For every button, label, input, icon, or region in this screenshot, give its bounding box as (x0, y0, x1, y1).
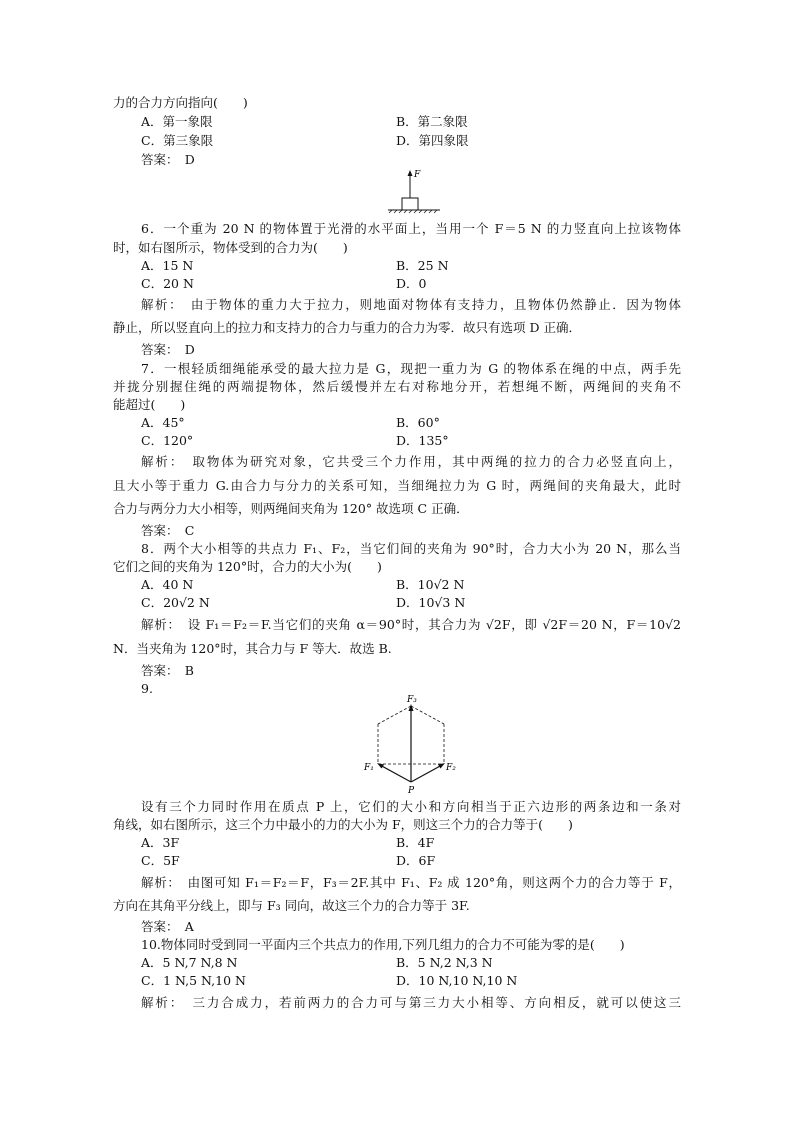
q6-stem-1: 6．一个重为 20 N 的物体置于光滑的水平面上，当用一个 F＝5 N 的力竖直向上拉该物体 (141, 221, 681, 236)
q9-option-d: D．6F (396, 853, 436, 868)
q6-option-b: B．25 N (396, 258, 449, 273)
q10-analysis-1: 解析： 三力合成力，若前两力的合力可与第三力大小相等、方向相反，就可以使这三 (141, 995, 681, 1010)
q9-option-b: B．4F (396, 835, 435, 850)
q7-stem-3: 能超过( ) (113, 397, 186, 412)
q6-option-a: A．15 N (141, 258, 194, 273)
q10-option-a: A．5 N,7 N,8 N (141, 955, 238, 970)
q5-stem-tail: 力的合力方向指向( ) (113, 95, 248, 110)
label-f1: F₁ (364, 763, 374, 773)
q6-stem-2: 时，如右图所示，物体受到的合力为( ) (113, 240, 348, 255)
force-label-f: F (414, 170, 421, 180)
q10-option-b: B．5 N,2 N,3 N (396, 955, 493, 970)
q7-analysis-3: 合力与两分力大小相等，则两绳间夹角为 120° 故选项 C 正确． (113, 501, 469, 516)
hexagon-forces-figure (360, 692, 470, 796)
q7-option-a: A．45° (141, 415, 185, 430)
q8-analysis-2: N．当夹角为 120°时，其合力与 F 等大．故选 B. (113, 641, 392, 656)
q7-option-d: D．135° (396, 433, 449, 448)
q5-option-c: C．第三象限 (141, 133, 214, 148)
q9-answer: 答案： A (141, 919, 194, 934)
q8-option-d: D．10√3 N (396, 595, 466, 610)
q5-answer: 答案： D (141, 152, 195, 167)
q7-option-c: C．120° (141, 433, 194, 448)
q9-option-c: C．5F (141, 853, 180, 868)
q8-stem-1: 8．两个大小相等的共点力 F₁、F₂，当它们间的夹角为 90°时，合力大小为 20 N，那么当 (141, 541, 681, 556)
q9-stem-1: 设有三个力同时作用在质点 P 上，它们的大小和方向相当于正六边形的两条边和一条对 (141, 799, 681, 814)
q8-analysis-1: 解析： 设 F₁＝F₂＝F.当它们的夹角 α＝90°时，其合力为 √2F，即 √2F＝20 N，F＝10√2 (141, 617, 681, 632)
q6-answer: 答案： D (141, 342, 195, 357)
q8-option-a: A．40 N (141, 577, 194, 592)
q9-analysis-1: 解析： 由图可知 F₁＝F₂＝F，F₃＝2F.其中 F₁、F₂ 成 120°角，则这两个力的合力等于 F， (141, 875, 681, 890)
q7-stem-1: 7．一根轻质细绳能承受的最大拉力是 G，现把一重力为 G 的物体系在绳的中点，两手先 (141, 361, 681, 376)
q7-analysis-1: 解析： 取物体为研究对象，它共受三个力作用，其中两绳的拉力的合力必竖直向上， (141, 454, 681, 469)
q9-analysis-2: 方向在其角平分线上，即与 F₃ 同向，故这三个力的合力等于 3F. (113, 898, 470, 913)
q7-analysis-2: 且大小等于重力 G.由合力与分力的关系可知，当细绳拉力为 G 时，两绳间的夹角最大，此时 (113, 478, 681, 493)
q5-option-d: D．第四象限 (396, 133, 469, 148)
q9-option-a: A．3F (141, 835, 180, 850)
label-p: P (408, 786, 415, 796)
q6-option-d: D．0 (396, 276, 427, 291)
q9-number: 9. (141, 681, 153, 696)
q10-option-c: C．1 N,5 N,10 N (141, 973, 246, 988)
q6-option-c: C．20 N (141, 276, 194, 291)
q7-stem-2: 并拢分别握住绳的两端提物体，然后缓慢并左右对称地分开，若想绳不断，两绳间的夹角不 (113, 379, 681, 394)
q6-analysis-1: 解析： 由于物体的重力大于拉力，则地面对物体有支持力，且物体仍然静止．因为物体 (141, 297, 681, 312)
q8-option-b: B．10√2 N (396, 577, 465, 592)
q5-option-a: A．第一象限 (141, 114, 213, 129)
label-f2: F₂ (446, 763, 456, 773)
q5-option-b: B．第二象限 (396, 114, 468, 129)
q7-option-b: B．60° (396, 415, 440, 430)
block-on-ground-figure (380, 168, 450, 214)
q9-stem-2: 角线，如右图所示，这三个力中最小的力的大小为 F，则这三个力的合力等于( ) (113, 817, 573, 832)
q6-analysis-2: 静止，所以竖直向上的拉力和支持力的合力与重力的合力为零．故只有选项 D 正确． (113, 320, 581, 335)
q10-stem: 10.物体同时受到同一平面内三个共点力的作用,下列几组力的合力不可能为零的是( ) (141, 937, 625, 952)
q7-answer: 答案： C (141, 523, 195, 538)
q8-answer: 答案： B (141, 663, 194, 678)
q8-stem-2: 它们之间的夹角为 120°时，合力的大小为( ) (113, 559, 382, 574)
label-f3: F₃ (407, 695, 417, 705)
q10-option-d: D．10 N,10 N,10 N (396, 973, 518, 988)
q8-option-c: C．20√2 N (141, 595, 210, 610)
